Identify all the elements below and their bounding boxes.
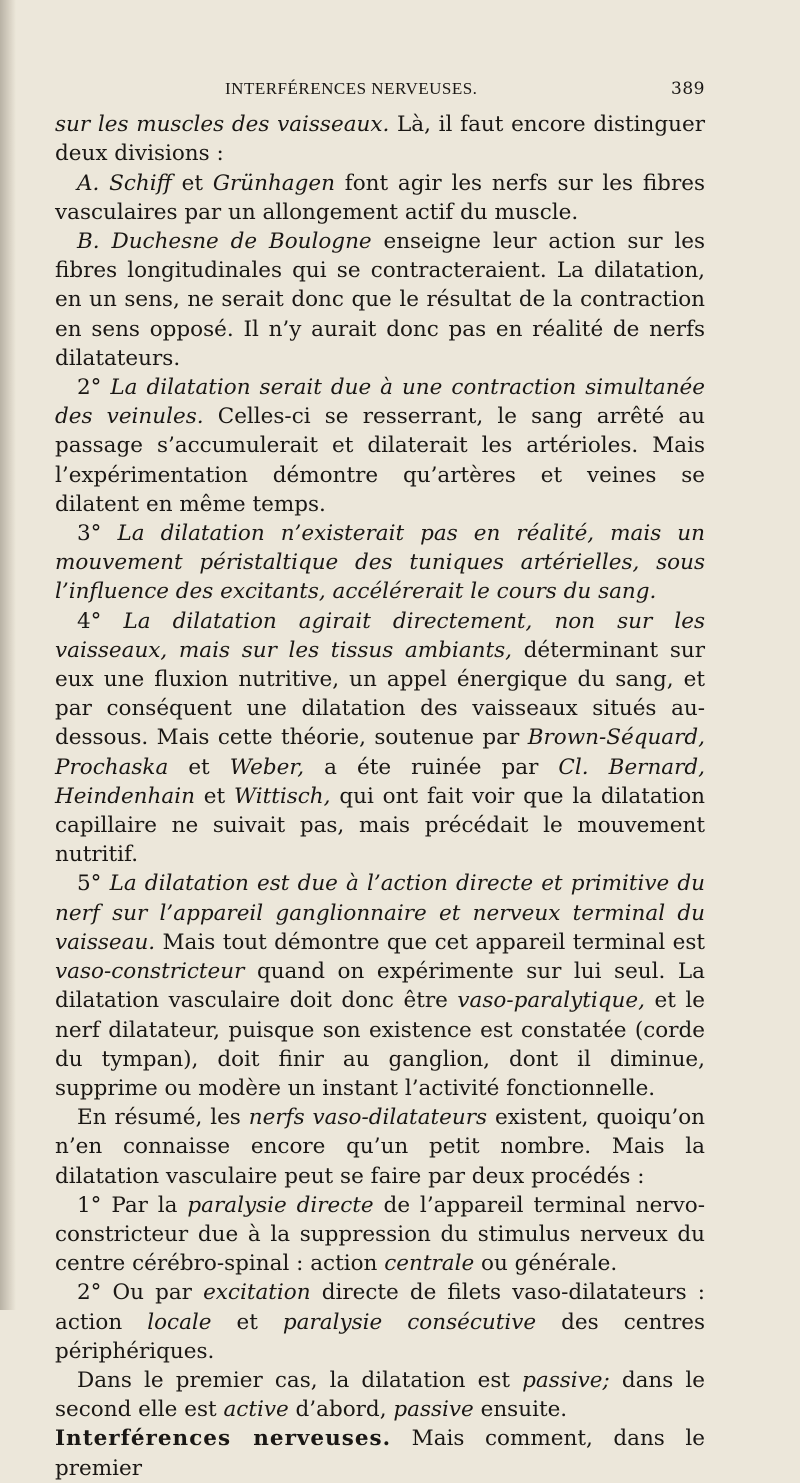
text-run: directe de filets vaso-dilatateurs : action bbox=[55, 1280, 705, 1335]
italic-text: active bbox=[223, 1397, 289, 1423]
italic-text: nerfs vaso-dilatateurs bbox=[248, 1105, 488, 1131]
italic-text: La dilatation serait due à une contraction simultanée des veinules. bbox=[55, 375, 705, 430]
italic-text: passive bbox=[393, 1397, 474, 1423]
text-run: et bbox=[168, 754, 230, 780]
italic-text: La dilatation agirait directement, non sur les vaisseaux, mais sur les tissus ambiants, bbox=[55, 608, 705, 663]
italic-text: excitation bbox=[203, 1280, 311, 1306]
page-number: 389 bbox=[671, 79, 705, 99]
italic-text: La dilatation est due à l’action directe et primitive du nerf sur l’appareil ganglionnaire et nerveux terminal du vaisseau. bbox=[55, 871, 706, 955]
text-run: et le nerf dilatateur, puisque son existence est constatée (corde du tympan), doit finir au ganglion, dont il diminue, supprime ou modère un instant l’activité fonctionnelle. bbox=[55, 988, 705, 1101]
text-run: 5° bbox=[77, 871, 110, 897]
text-run: déterminant sur eux une fluxion nutritive, un appel énergique du sang, et par conséquent une dilatation des vaisseaux situés au-dessous. Mais cette théorie, soutenue par bbox=[55, 637, 705, 751]
italic-text: passive; bbox=[522, 1367, 610, 1393]
text-run: Mais comment, dans le premier bbox=[55, 1426, 705, 1481]
text-run: Là, il faut encore distinguer deux divisions : bbox=[55, 112, 705, 167]
paragraph bbox=[55, 110, 705, 168]
text-run: ou générale. bbox=[474, 1251, 618, 1277]
paragraph bbox=[55, 607, 705, 870]
text-run: 2° bbox=[77, 375, 111, 401]
running-header bbox=[55, 74, 705, 104]
italic-text: Wittisch, bbox=[233, 783, 331, 809]
text-run: font agir les nerfs sur les fibres vasculaires par un allongement actif du muscle. bbox=[55, 170, 705, 225]
text-run: de l’appareil terminal nervo-constricteur due à la suppression du stimulus nerveux du centre cérébro-spinal : action bbox=[55, 1192, 705, 1277]
page-binding-edge bbox=[0, 0, 16, 1310]
text-run: qui ont fait voir que la dilatation capillaire ne suivait pas, mais précédait le mouvement nutritif. bbox=[55, 783, 705, 868]
italic-text: paralysie consécutive bbox=[282, 1309, 537, 1335]
paragraph bbox=[55, 1424, 705, 1482]
paragraph bbox=[55, 1191, 705, 1279]
text-run: a éte ruinée par bbox=[304, 754, 559, 780]
text-run: Celles-ci se resserrant, le sang arrêté au passage s’accumulerait et dilaterait les artérioles. Mais l’expérimentation démontre qu’artères et veines se dilatent en même temps. bbox=[55, 404, 705, 517]
italic-text: vaso-paralytique, bbox=[457, 988, 645, 1014]
text-run: d’abord, bbox=[288, 1397, 394, 1423]
text-run: 4° bbox=[77, 608, 124, 634]
italic-text: Grünhagen bbox=[212, 170, 335, 196]
italic-text: Weber, bbox=[229, 754, 305, 780]
text-run: et bbox=[194, 783, 234, 809]
italic-text: centrale bbox=[384, 1251, 475, 1277]
italic-text: A. Schiff bbox=[77, 170, 172, 196]
italic-text: paralysie directe bbox=[187, 1192, 374, 1218]
text-run: et bbox=[211, 1309, 283, 1335]
body-text bbox=[55, 110, 705, 1483]
text-run: Mais tout démontre que cet appareil terminal est bbox=[155, 929, 705, 955]
paragraph bbox=[55, 227, 705, 373]
paragraph bbox=[55, 373, 705, 519]
text-run: existent, quoiqu’on n’en connaisse encore qu’un petit nombre. Mais la dilatation vasculaire peut se faire par deux procédés : bbox=[55, 1105, 705, 1189]
paragraph bbox=[55, 519, 705, 607]
text-run: 3° bbox=[77, 521, 118, 547]
italic-text: vaso-constricteur bbox=[55, 959, 245, 985]
text-run: des centres périphériques. bbox=[55, 1309, 705, 1364]
italic-text: B. Duchesne de Boulogne bbox=[77, 229, 372, 255]
italic-text: Cl. Bernard, Heindenhain bbox=[55, 754, 705, 809]
text-run: enseigne leur action sur les fibres longitudinales qui se contracteraient. La dilatation, en un sens, ne serait donc que le résultat de la contraction en sens opposé. Il n’y aurait donc pas en réalité de nerfs dilatateurs. bbox=[55, 229, 706, 371]
text-run: En résumé, les bbox=[77, 1105, 249, 1131]
bold-heading: Interférences nerveuses. bbox=[55, 1426, 392, 1452]
italic-text: La dilatation n’existerait pas en réalité, mais un mouvement péristaltique des tuniques artérielles, sous l’influence des excitants, accélérerait le cours du sang. bbox=[55, 521, 705, 605]
book-page bbox=[55, 74, 705, 1483]
text-run: quand on expérimente sur lui seul. La dilatation vasculaire doit donc être bbox=[55, 959, 705, 1014]
text-run: Dans le premier cas, la dilatation est bbox=[77, 1367, 523, 1393]
text-run: et bbox=[171, 170, 213, 196]
paragraph bbox=[55, 169, 705, 227]
text-run: dans le second elle est bbox=[55, 1367, 705, 1423]
paragraph bbox=[55, 1278, 705, 1366]
paragraph bbox=[55, 1103, 705, 1191]
running-title: INTERFÉRENCES NERVEUSES. bbox=[225, 79, 478, 98]
italic-text: Brown-Séquard, Prochaska bbox=[55, 725, 705, 780]
text-run: 2° Ou par bbox=[77, 1280, 204, 1306]
text-run: ensuite. bbox=[473, 1397, 568, 1423]
paragraph bbox=[55, 869, 705, 1103]
paragraph bbox=[55, 1366, 705, 1424]
italic-text: sur les muscles des vaisseaux. bbox=[55, 112, 390, 138]
italic-text: locale bbox=[147, 1309, 212, 1335]
text-run: 1° Par la bbox=[77, 1192, 188, 1218]
